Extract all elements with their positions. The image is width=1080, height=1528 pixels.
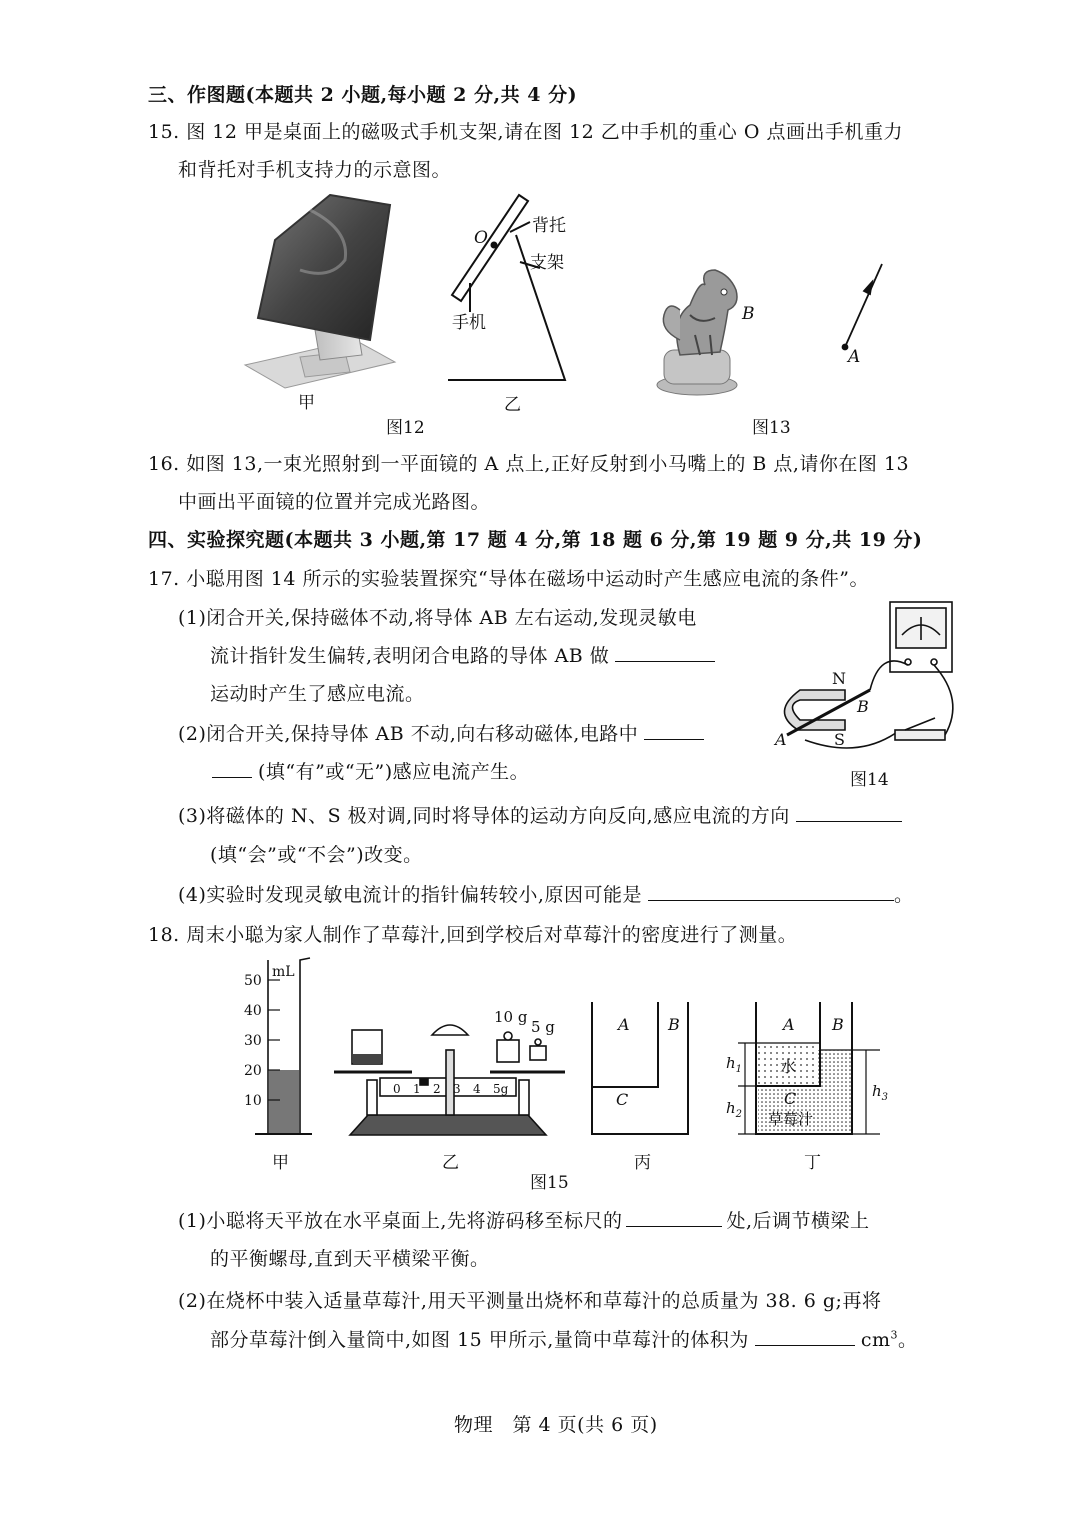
q16-line1: 16. 如图 13,一束光照射到一平面镜的 A 点上,正好反射到小马嘴上的 B 点,请你在图 13 [148,453,910,475]
balance-scale-number: 1 [413,1082,421,1096]
fig12-caption: 图12 [386,418,425,438]
cylinder-unit-label: mL [272,964,295,980]
q17-stem: 17. 小聪用图 14 所示的实验装置探究“导体在磁场中运动时产生感应电流的条件”。 [148,568,869,590]
h2-label: $h_2$ [726,1099,743,1120]
balance-scale-number: 0 [393,1082,401,1096]
q18-part1-a: (1)小聪将天平放在水平桌面上,先将游码移至标尺的 处,后调节横梁上 [178,1210,870,1232]
fig13-caption: 图13 [752,418,791,438]
balance-scale-number: 4 [473,1082,481,1096]
q15-line2: 和背托对手机支持力的示意图。 [178,159,452,181]
light-ray [843,264,883,350]
cylinder-tick-label: 40 [244,1003,262,1019]
q17-part1-b: 流计指针发生偏转,表明闭合电路的导体 AB 做 [210,641,715,668]
fig14-caption: 图14 [850,770,889,790]
fig15-caption: 图15 [530,1173,569,1193]
q17-part4: (4)实验时发现灵敏电流计的指针偏转较小,原因可能是 。 [178,884,914,906]
point-B-label: B [742,304,755,324]
q18-part2-b: 部分草莓汁倒入量筒中,如图 15 甲所示,量筒中草莓汁的体积为 $cm^3$。 [210,1328,918,1351]
phone-stand-photo [245,195,395,388]
q17-part1-c: 运动时产生了感应电流。 [210,683,425,705]
h1-label: $h_1$ [726,1054,743,1075]
beituo-label: 背托 [532,216,566,236]
shouji-label: 手机 [452,313,486,333]
fig12-yi-label: 乙 [504,395,521,415]
q17-part1-a: (1)闭合开关,保持磁体不动,将导体 AB 左右运动,发现灵敏电 [178,607,697,629]
section-4-title: 四、实验探究题(本题共 3 小题,第 17 题 4 分,第 18 题 6 分,第 19 题 9 分,共 19 分) [148,529,923,551]
point-A-label: A [848,347,861,367]
balance-scale-number: 2 [433,1082,441,1096]
induction-apparatus [784,602,952,748]
conductor-B-label: B [857,697,869,716]
weight-10g-label: 10 g [494,1008,528,1026]
q17-part2-b: (填“有”或“无”)感应电流产生。 [212,757,529,784]
magnet-N-label: N [832,669,846,688]
zhijia-label: 支架 [530,253,564,273]
page-footer: 物理 第 4 页(共 6 页) [454,1414,658,1436]
q16-line2: 中画出平面镜的位置并完成光路图。 [178,491,491,513]
fig15-ding-label: 丁 [804,1153,821,1173]
bing-A-label: A [618,1015,630,1034]
fig12-jia-label: 甲 [298,393,315,413]
cylinder-tick-label: 50 [244,973,262,989]
q18-part1-c: 的平衡螺母,直到天平横梁平衡。 [210,1248,490,1270]
juice-label: 草莓汁 [768,1110,814,1128]
magnet-S-label: S [834,730,845,749]
balance-scale-number: 5g [493,1082,509,1096]
cylinder-tick-label: 20 [244,1063,262,1079]
q15-line1: 15. 图 12 甲是桌面上的磁吸式手机支架,请在图 12 乙中手机的重心 O 点画出手机重力 [148,121,903,143]
cylinder-tick-label: 10 [244,1093,262,1109]
balance [334,1025,565,1135]
q18-part2-a: (2)在烧杯中装入适量草莓汁,用天平测量出烧杯和草莓汁的总质量为 38. 6 g;再将 [178,1290,882,1312]
bing-C-label: C [616,1090,629,1109]
ding-C-label: C [784,1089,797,1108]
section-3-title: 三、作图题(本题共 2 小题,每小题 2 分,共 4 分) [148,84,578,106]
fig15-yi-label: 乙 [442,1153,459,1173]
cylinder-tick-label: 30 [244,1033,262,1049]
water-label: 水 [780,1057,797,1076]
weight-5g-label: 5 g [531,1018,555,1036]
ding-B-label: B [832,1015,844,1034]
q17-part3-a: (3)将磁体的 N、S 极对调,同时将导体的运动方向反向,感应电流的方向 [178,801,902,828]
conductor-A-label: A [775,730,787,749]
horse-statue [657,270,737,395]
q18-stem: 18. 周末小聪为家人制作了草莓汁,回到学校后对草莓汁的密度进行了测量。 [148,924,798,946]
ding-A-label: A [783,1015,795,1034]
h3-label: $h_3$ [872,1082,889,1103]
fig15-jia-label: 甲 [272,1153,289,1173]
q17-part3-b: (填“会”或“不会”)改变。 [210,844,423,866]
fig15-bing-label: 丙 [634,1153,651,1173]
graduated-cylinder [255,958,312,1134]
point-O-label: O [474,228,488,248]
bing-B-label: B [668,1015,680,1034]
balance-scale-number: 3 [453,1082,461,1096]
q17-part2-a: (2)闭合开关,保持导体 AB 不动,向右移动磁体,电路中 [178,719,704,746]
